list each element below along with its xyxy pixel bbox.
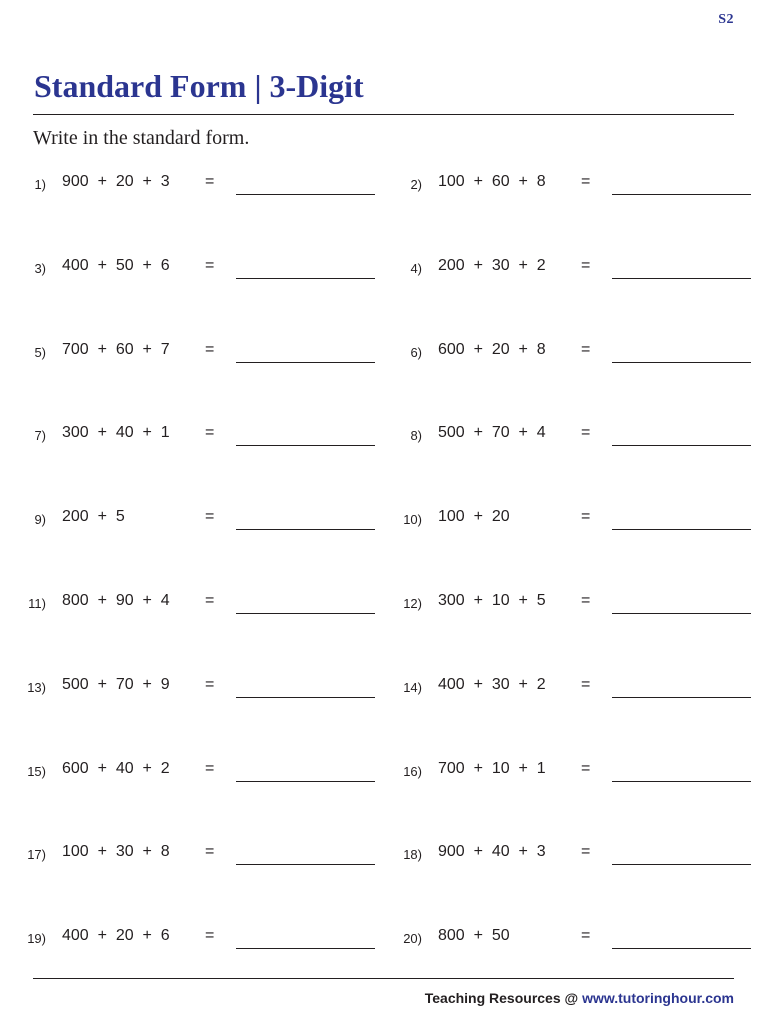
problem-expression: 600 + 20 + 8 xyxy=(438,341,546,358)
answer-blank[interactable] xyxy=(612,864,751,865)
footer xyxy=(425,990,734,1006)
title-divider xyxy=(33,114,734,115)
problem-expression: 200 + 30 + 2 xyxy=(438,257,546,274)
answer-blank[interactable] xyxy=(612,948,751,949)
answer-blank[interactable] xyxy=(236,194,375,195)
problem-item xyxy=(376,338,736,368)
problem-number: 15) xyxy=(27,764,46,779)
problem-expression: 900 + 20 + 3 xyxy=(62,173,170,190)
problem-number: 2) xyxy=(410,177,422,192)
problem-expression: 300 + 10 + 5 xyxy=(438,592,546,609)
problem-item xyxy=(0,757,360,787)
equals-sign: = xyxy=(205,927,215,944)
problem-expression: 700 + 10 + 1 xyxy=(438,760,546,777)
equals-sign: = xyxy=(581,173,591,190)
problem-expression: 600 + 40 + 2 xyxy=(62,760,170,777)
problem-number: 9) xyxy=(34,512,46,527)
footer-divider xyxy=(33,978,734,979)
problem-expression: 800 + 90 + 4 xyxy=(62,592,170,609)
equals-sign: = xyxy=(581,508,591,525)
problem-item xyxy=(0,421,360,451)
problem-item xyxy=(0,170,360,200)
equals-sign: = xyxy=(581,424,591,441)
equals-sign: = xyxy=(581,843,591,860)
problem-expression: 100 + 60 + 8 xyxy=(438,173,546,190)
equals-sign: = xyxy=(205,676,215,693)
problem-item xyxy=(0,924,360,954)
problem-item xyxy=(0,338,360,368)
footer-link[interactable]: www.tutoringhour.com xyxy=(582,990,734,1006)
equals-sign: = xyxy=(205,341,215,358)
answer-blank[interactable] xyxy=(236,697,375,698)
problem-item xyxy=(376,840,736,870)
equals-sign: = xyxy=(205,843,215,860)
answer-blank[interactable] xyxy=(236,445,375,446)
problem-expression: 100 + 20 xyxy=(438,508,510,525)
problem-item xyxy=(376,254,736,284)
problem-item xyxy=(0,505,360,535)
answer-blank[interactable] xyxy=(236,529,375,530)
problem-number: 10) xyxy=(403,512,422,527)
problem-expression: 500 + 70 + 9 xyxy=(62,676,170,693)
problem-number: 5) xyxy=(34,345,46,360)
problem-number: 6) xyxy=(410,345,422,360)
equals-sign: = xyxy=(205,508,215,525)
problem-item xyxy=(376,421,736,451)
problem-expression: 200 + 5 xyxy=(62,508,125,525)
answer-blank[interactable] xyxy=(612,697,751,698)
problem-number: 13) xyxy=(27,680,46,695)
problem-expression: 300 + 40 + 1 xyxy=(62,424,170,441)
problem-expression: 900 + 40 + 3 xyxy=(438,843,546,860)
problem-expression: 400 + 20 + 6 xyxy=(62,927,170,944)
equals-sign: = xyxy=(581,257,591,274)
equals-sign: = xyxy=(205,592,215,609)
problem-number: 20) xyxy=(403,931,422,946)
equals-sign: = xyxy=(205,173,215,190)
problem-item xyxy=(376,924,736,954)
problem-item xyxy=(376,170,736,200)
problem-number: 3) xyxy=(34,261,46,276)
problem-number: 16) xyxy=(403,764,422,779)
problem-item xyxy=(0,840,360,870)
problem-number: 17) xyxy=(27,847,46,862)
problem-number: 8) xyxy=(410,428,422,443)
answer-blank[interactable] xyxy=(236,781,375,782)
equals-sign: = xyxy=(581,676,591,693)
problem-item xyxy=(0,589,360,619)
problem-expression: 700 + 60 + 7 xyxy=(62,341,170,358)
problem-expression: 500 + 70 + 4 xyxy=(438,424,546,441)
answer-blank[interactable] xyxy=(612,362,751,363)
answer-blank[interactable] xyxy=(236,278,375,279)
problem-number: 19) xyxy=(27,931,46,946)
answer-blank[interactable] xyxy=(612,529,751,530)
problem-item xyxy=(376,673,736,703)
answer-blank[interactable] xyxy=(612,445,751,446)
footer-label: Teaching Resources @ xyxy=(424,990,583,1006)
worksheet-code: S2 xyxy=(718,12,734,27)
problem-number: 11) xyxy=(28,596,46,611)
problem-item xyxy=(376,757,736,787)
answer-blank[interactable] xyxy=(612,278,751,279)
problem-number: 14) xyxy=(403,680,422,695)
equals-sign: = xyxy=(581,927,591,944)
answer-blank[interactable] xyxy=(612,194,751,195)
problem-number: 7) xyxy=(34,428,46,443)
problem-item xyxy=(0,673,360,703)
problem-number: 4) xyxy=(410,261,422,276)
answer-blank[interactable] xyxy=(612,613,751,614)
answer-blank[interactable] xyxy=(236,362,375,363)
problem-item xyxy=(376,505,736,535)
problem-expression: 100 + 30 + 8 xyxy=(62,843,170,860)
problem-expression: 800 + 50 xyxy=(438,927,510,944)
equals-sign: = xyxy=(581,592,591,609)
page-title: Standard Form | 3-Digit xyxy=(34,68,364,104)
problem-expression: 400 + 30 + 2 xyxy=(438,676,546,693)
equals-sign: = xyxy=(205,424,215,441)
answer-blank[interactable] xyxy=(612,781,751,782)
answer-blank[interactable] xyxy=(236,864,375,865)
equals-sign: = xyxy=(581,341,591,358)
problem-number: 12) xyxy=(403,596,422,611)
answer-blank[interactable] xyxy=(236,948,375,949)
problem-item xyxy=(376,589,736,619)
equals-sign: = xyxy=(205,257,215,274)
problem-expression: 400 + 50 + 6 xyxy=(62,257,170,274)
problem-number: 18) xyxy=(403,847,422,862)
instructions: Write in the standard form. xyxy=(33,127,250,149)
answer-blank[interactable] xyxy=(236,613,375,614)
equals-sign: = xyxy=(205,760,215,777)
equals-sign: = xyxy=(581,760,591,777)
problem-number: 1) xyxy=(34,177,46,192)
problem-item xyxy=(0,254,360,284)
